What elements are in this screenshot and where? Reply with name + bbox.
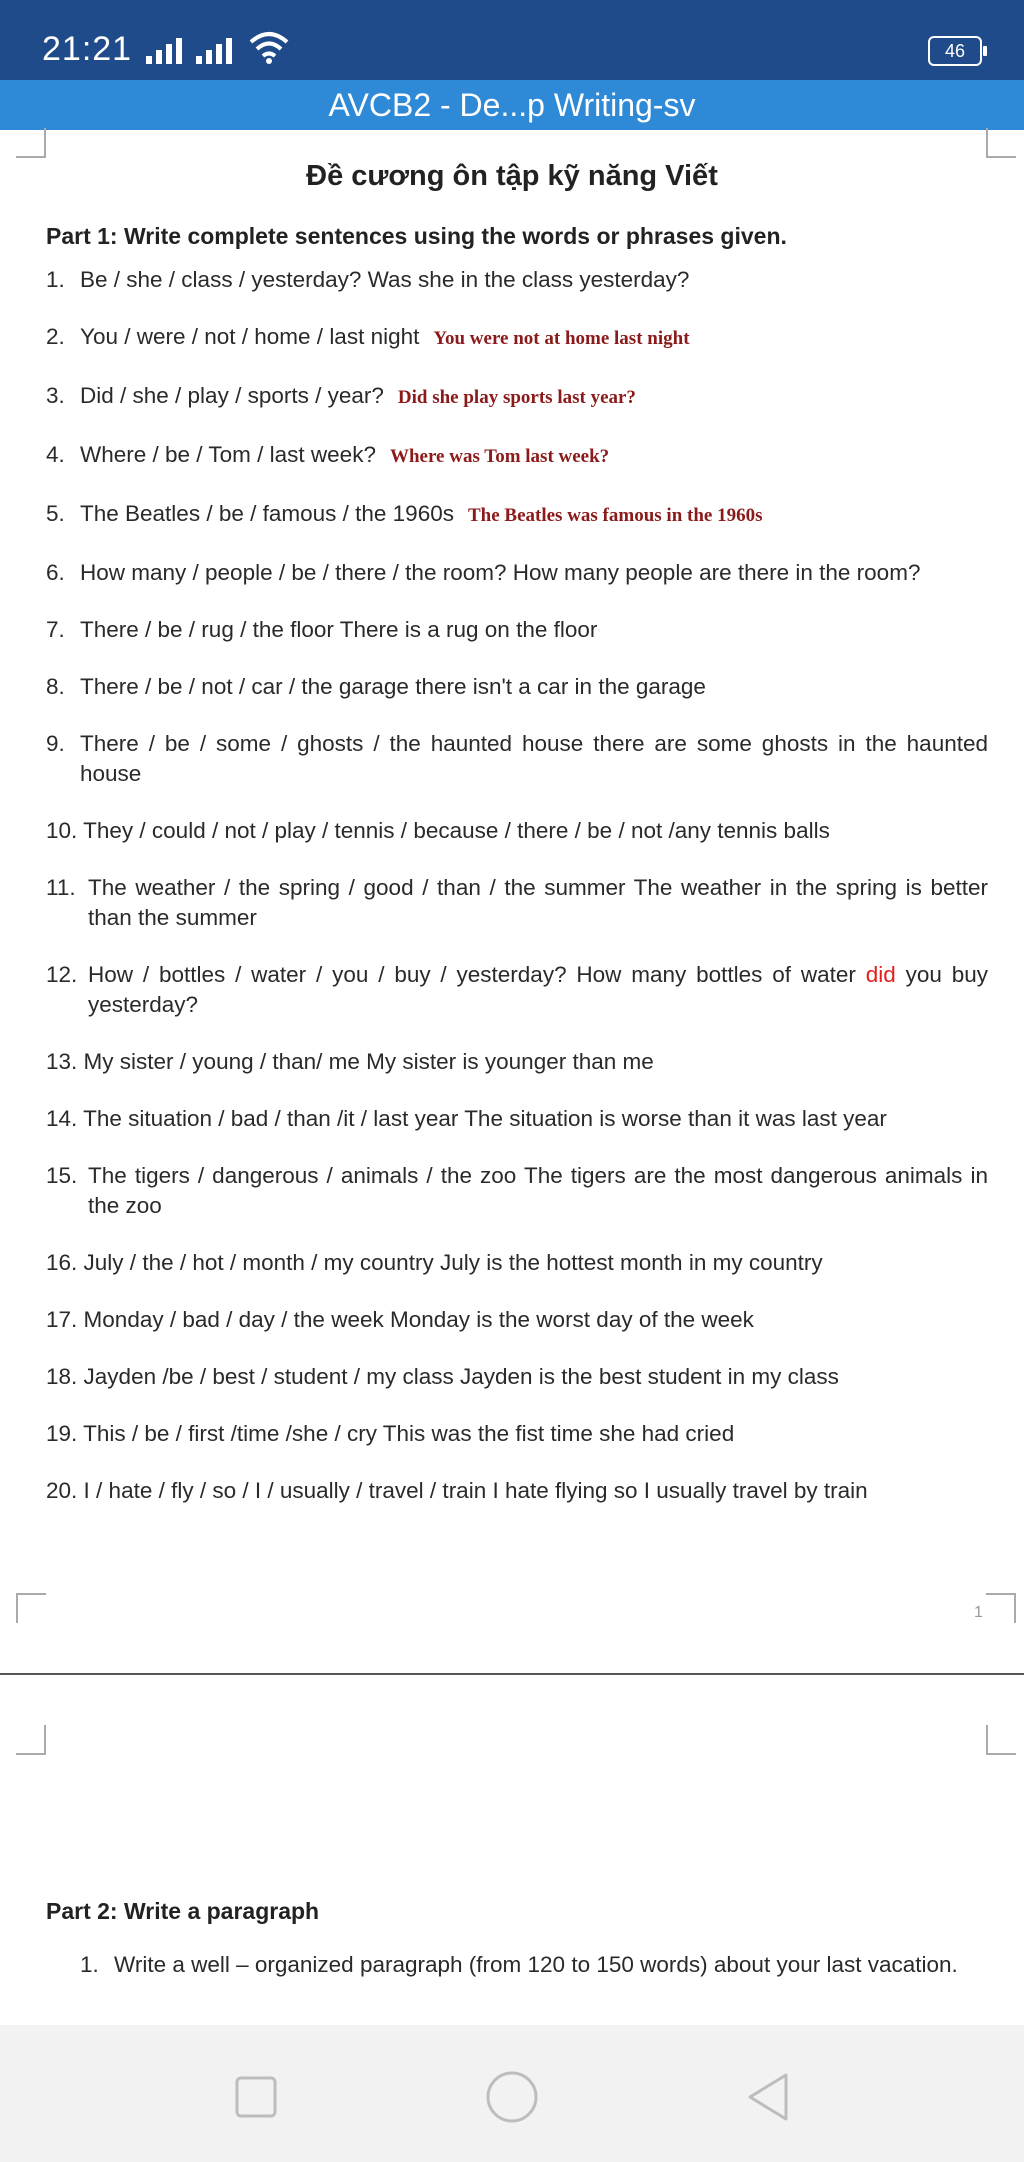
- handwritten-answer: Did she play sports last year?: [397, 387, 636, 408]
- list-item: 8. There / be / not / car / the garage there isn't a car in the garage: [46, 674, 706, 699]
- document-title: Đề cương ôn tập kỹ năng Viết: [306, 160, 718, 192]
- list-item: 19. This / be / first /time /she / cry This was the fist time she had cried: [46, 1421, 735, 1446]
- app-title: AVCB2 - De...p Writing-sv: [328, 87, 696, 123]
- list-item: 1. Be / she / class / yesterday? Was she in the class yesterday?: [46, 267, 690, 292]
- list-item: 1. Write a well – organized paragraph (from 120 to 150 words) about your last vacation.: [80, 1952, 958, 1977]
- navigation-bar: [0, 2025, 1024, 2162]
- battery-icon: 46: [928, 36, 982, 66]
- page-corner-mark: [986, 1593, 1016, 1623]
- status-bar: [0, 0, 1024, 80]
- part2-heading: Part 2: Write a paragraph: [46, 1898, 320, 1924]
- list-item: 2. You / were / not / home / last night You were not at home last night: [46, 324, 690, 349]
- status-time: 21:21: [42, 30, 133, 68]
- home-button[interactable]: [482, 2067, 542, 2127]
- back-button[interactable]: [738, 2067, 798, 2127]
- handwritten-answer: Where was Tom last week?: [389, 446, 610, 467]
- list-item: 17. Monday / bad / day / the week Monday is the worst day of the week: [46, 1307, 754, 1332]
- signal-icon: [146, 38, 182, 64]
- exercise-list: [46, 265, 988, 1533]
- list-item: 12. How / bottles / water / you / buy / yesterday? How many bottles of water did you buy yesterday?: [46, 962, 988, 1017]
- page-corner-mark: [16, 1593, 46, 1623]
- handwritten-answer: The Beatles was famous in the 1960s: [467, 505, 763, 526]
- part1-heading: Part 1: Write complete sentences using the words or phrases given.: [46, 223, 787, 249]
- list-item: 18. Jayden /be / best / student / my class Jayden is the best student in my class: [46, 1364, 839, 1389]
- list-item: 7. There / be / rug / the floor There is a rug on the floor: [46, 617, 598, 642]
- list-item: 20. I / hate / fly / so / I / usually / travel / train I hate flying so I usually travel by train: [46, 1478, 868, 1503]
- highlighted-word: did: [865, 962, 896, 987]
- page-corner-mark: [16, 1725, 46, 1755]
- list-item: 15. The tigers / dangerous / animals / the zoo The tigers are the most dangerous animals in the zoo: [46, 1163, 988, 1218]
- recent-apps-button[interactable]: [226, 2067, 286, 2127]
- list-item: 13. My sister / young / than/ me My sister is younger than me: [46, 1049, 654, 1074]
- list-item: 11. The weather / the spring / good / than / the summer The weather in the spring is better than the summer: [46, 875, 988, 930]
- list-item: 16. July / the / hot / month / my country July is the hottest month in my country: [46, 1250, 823, 1275]
- page-corner-mark: [986, 1725, 1016, 1755]
- handwritten-answer: You were not at home last night: [433, 328, 690, 349]
- list-item: 9. There / be / some / ghosts / the haunted house there are some ghosts in the haunted house: [46, 731, 988, 786]
- page-corner-mark: [986, 128, 1016, 158]
- list-item: 3. Did / she / play / sports / year? Did she play sports last year?: [46, 383, 636, 408]
- page-corner-mark: [16, 128, 46, 158]
- list-item: 5. The Beatles / be / famous / the 1960s The Beatles was famous in the 1960s: [46, 501, 763, 526]
- page-number: 1: [974, 1604, 983, 1621]
- list-item: 6. How many / people / be / there / the room? How many people are there in the room?: [46, 560, 921, 585]
- signal-icon: [196, 38, 232, 64]
- list-item: 10. They / could / not / play / tennis / because / there / be / not /any tennis balls: [46, 818, 830, 843]
- list-item: 4. Where / be / Tom / last week? Where was Tom last week?: [46, 442, 610, 467]
- page-separator: [0, 1673, 1024, 1675]
- app-title-bar: [0, 80, 1024, 130]
- wifi-icon: [248, 30, 290, 64]
- list-item: 14. The situation / bad / than /it / last year The situation is worse than it was last year: [46, 1106, 887, 1131]
